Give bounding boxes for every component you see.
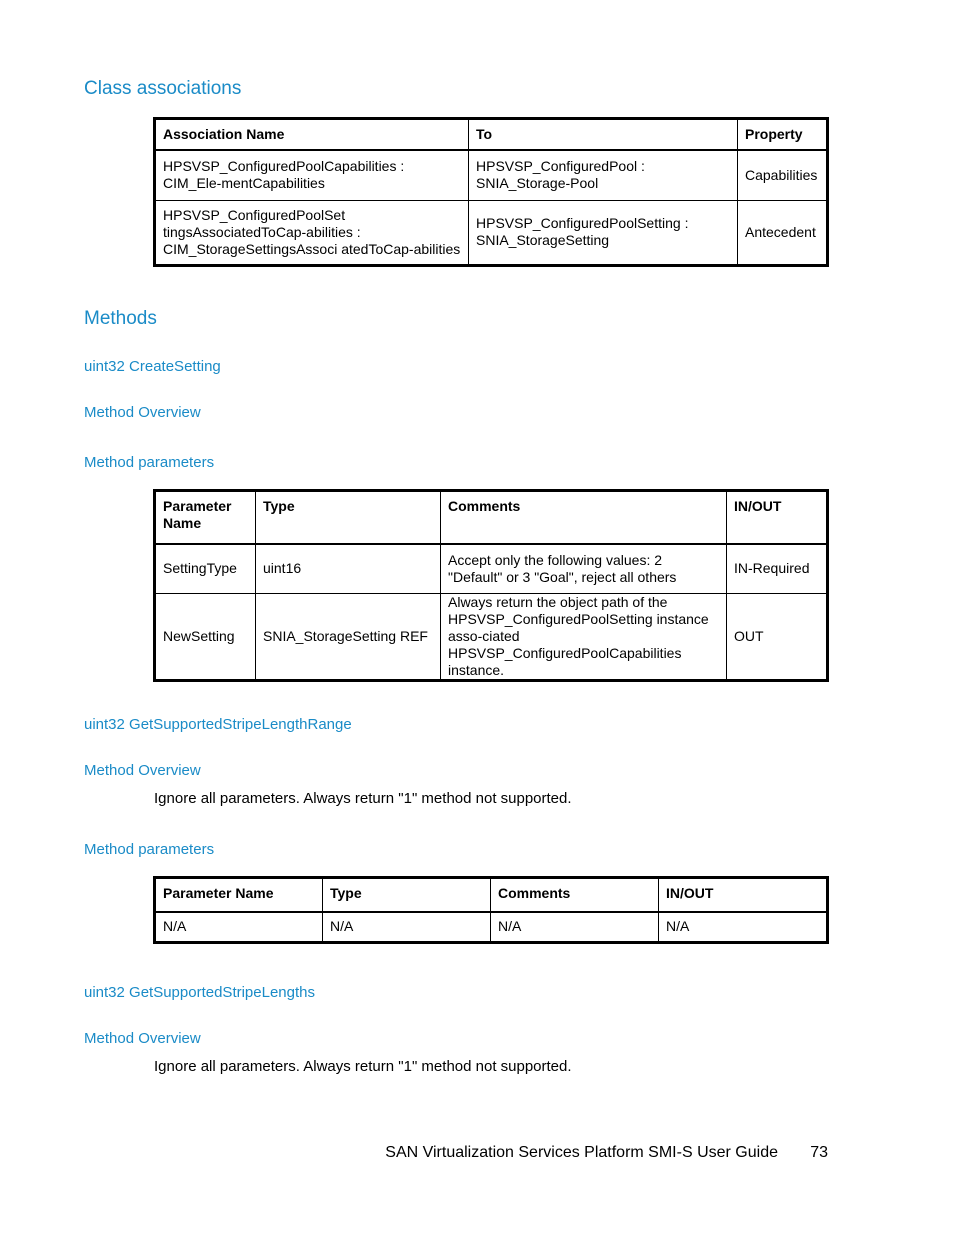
table-cell: Capabilities [738,150,828,200]
column-header: Property [738,119,828,151]
heading-method-parameters: Method parameters [84,841,215,858]
heading-method-parameters: Method parameters [84,454,215,471]
table-cell: NewSetting [155,594,256,681]
table-cell: uint16 [256,544,441,594]
column-header: Parameter Name [155,878,323,912]
table-row [155,544,828,594]
table-row [155,200,828,265]
overview-text: Ignore all parameters. Always return "1" method not supported. [154,790,572,807]
table-cell: Always return the object path of the HPSVSP_ConfiguredPoolSetting instance asso-ciated HPSVSP_ConfiguredPoolCapabilities instance. [441,594,727,681]
footer-title: SAN Virtualization Services Platform SMI-S User Guide [385,1144,778,1161]
column-header: Type [256,491,441,544]
table-cell: Accept only the following values: 2 "Default" or 3 "Goal", reject all others [441,544,727,594]
heading-create-setting: uint32 CreateSetting [84,358,221,375]
overview-text: Ignore all parameters. Always return "1" method not supported. [154,1058,572,1075]
table-header-row [155,119,828,151]
association-table [153,117,829,267]
table-cell: N/A [491,912,659,943]
heading-get-stripe-length-range: uint32 GetSupportedStripeLengthRange [84,716,352,733]
column-header: To [469,119,738,151]
table-cell: HPSVSP_ConfiguredPool : SNIA_Storage-Pool [469,150,738,200]
heading-method-overview: Method Overview [84,1030,201,1047]
page-number: 73 [810,1144,828,1161]
heading-class-associations: Class associations [84,78,242,99]
column-header: IN/OUT [727,491,828,544]
column-header: Parameter Name [155,491,256,544]
table-cell: Antecedent [738,200,828,265]
table-row [155,912,828,943]
table-cell: IN-Required [727,544,828,594]
column-header: IN/OUT [659,878,828,912]
column-header: Type [323,878,491,912]
stripe-range-params-table [153,876,829,944]
heading-method-overview: Method Overview [84,762,201,779]
table-cell: HPSVSP_ConfiguredPoolCapabilities : CIM_Ele-mentCapabilities [155,150,469,200]
table-row [155,594,828,681]
heading-get-stripe-lengths: uint32 GetSupportedStripeLengths [84,984,315,1001]
heading-method-overview: Method Overview [84,404,201,421]
table-cell: HPSVSP_ConfiguredPoolSetting : SNIA_StorageSetting [469,200,738,265]
create-setting-params-table [153,489,829,682]
table-cell: SettingType [155,544,256,594]
column-header: Association Name [155,119,469,151]
table-cell: SNIA_StorageSetting REF [256,594,441,681]
column-header: Comments [441,491,727,544]
table-cell: N/A [155,912,323,943]
table-row [155,150,828,200]
table-header-row [155,878,828,912]
table-cell: OUT [727,594,828,681]
column-header: Comments [491,878,659,912]
heading-methods: Methods [84,308,157,329]
table-cell: N/A [659,912,828,943]
table-cell: HPSVSP_ConfiguredPoolSet tingsAssociatedToCap-abilities : CIM_StorageSettingsAssoci atedToCap-abilities [155,200,469,265]
table-header-row [155,491,828,544]
table-cell: N/A [323,912,491,943]
